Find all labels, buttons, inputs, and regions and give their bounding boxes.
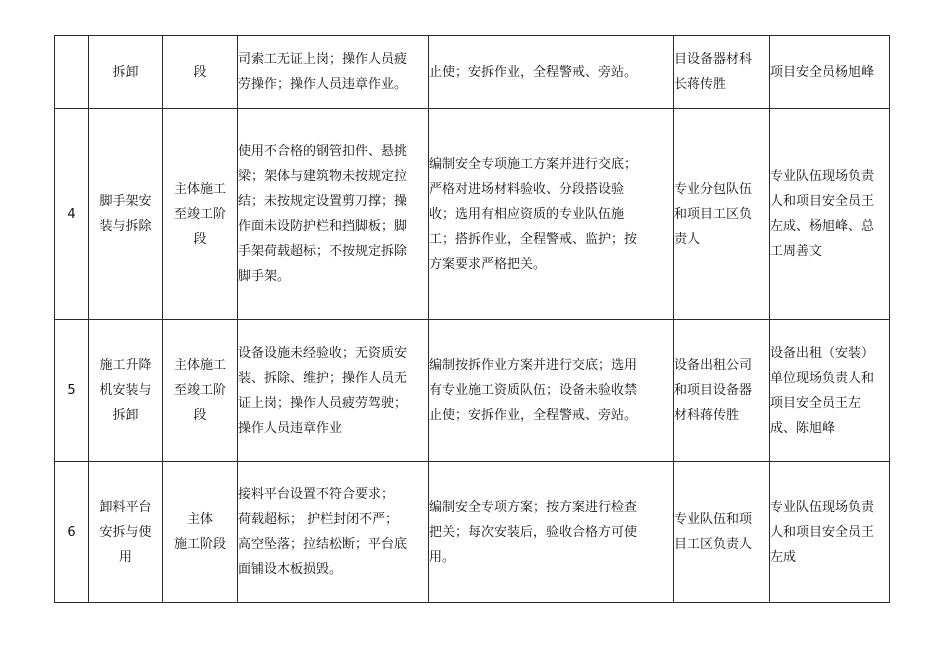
stage-cell bbox=[163, 109, 238, 320]
cell-line: 长蒋传胜 bbox=[674, 77, 727, 92]
cell-line: 专业分包队伍 bbox=[674, 181, 753, 197]
work-item-cell bbox=[89, 109, 163, 320]
cell-line: 目工区负责人 bbox=[674, 537, 753, 552]
cell-line: 手架荷载超标；不按规定拆除 bbox=[238, 244, 408, 259]
cell-line: 设备出租（安装） bbox=[770, 345, 875, 361]
work-item-cell bbox=[89, 462, 163, 603]
responsible-dept-cell bbox=[674, 320, 770, 462]
cell-line: 收；选用有相应资质的专业队伍施 bbox=[429, 206, 625, 222]
cell-line: 施工阶段 bbox=[173, 537, 226, 552]
stage-cell bbox=[163, 36, 238, 109]
row-number-cell bbox=[55, 36, 89, 109]
cell-line: 和项目工区负 bbox=[674, 206, 753, 222]
cell-line: 劳操作；操作人员违章作业。 bbox=[238, 77, 408, 92]
cell-line: 段 bbox=[193, 231, 207, 247]
cell-line: 脚手架。 bbox=[238, 269, 291, 284]
cell-line: 和项目设备器 bbox=[674, 383, 753, 398]
cell-line: 工周善文 bbox=[770, 244, 823, 259]
stage-cell bbox=[163, 462, 238, 603]
cell-line: 面铺设木板损毁。 bbox=[238, 562, 343, 577]
cell-line: 编制安全专项方案；按方案进行检查 bbox=[429, 499, 638, 515]
hazard-cell bbox=[238, 320, 429, 462]
cell-line: 梁；架体与建筑物未按规定拉 bbox=[238, 169, 408, 184]
responsible-person-cell bbox=[770, 109, 890, 320]
cell-line: 拆卸 bbox=[112, 64, 139, 80]
cell-line: 至竣工阶 bbox=[173, 383, 226, 398]
table-body bbox=[55, 36, 890, 603]
cell-line: 止使；安拆作业，全程警戒、旁站。 bbox=[429, 408, 638, 423]
cell-line: 用。 bbox=[429, 549, 456, 565]
row-number-cell: 5 bbox=[55, 320, 89, 462]
cell-line: 止使；安拆作业，全程警戒、旁站。 bbox=[429, 64, 638, 80]
cell-line: 段 bbox=[193, 64, 207, 80]
control-measure-cell bbox=[429, 462, 674, 603]
cell-line: 卸料平台 bbox=[99, 499, 152, 515]
cell-line: 严格对进场材料验收、分段搭设验 bbox=[429, 181, 625, 197]
cell-line: 使用不合格的钢管扣件、悬挑 bbox=[238, 144, 408, 159]
table-row bbox=[55, 36, 890, 109]
stage-cell bbox=[163, 320, 238, 462]
table-row bbox=[55, 320, 890, 462]
cell-line: 至竣工阶 bbox=[173, 206, 226, 222]
cell-line: 项目安全员杨旭峰 bbox=[770, 64, 875, 80]
cell-line: 专业队伍现场负责 bbox=[770, 499, 875, 515]
cell-line: 装、拆除、维护；操作人员无 bbox=[238, 370, 408, 386]
cell-line: 把关；每次安装后，验收合格方可使 bbox=[429, 524, 638, 540]
row-number-cell: 6 bbox=[55, 462, 89, 603]
cell-line: 段 bbox=[193, 408, 207, 423]
cell-line: 人和项目安全员王 bbox=[770, 524, 875, 540]
hazard-cell bbox=[238, 36, 429, 109]
cell-line: 左成 bbox=[770, 549, 797, 565]
cell-line: 施工升降 bbox=[99, 358, 152, 373]
cell-line: 目设备器材科 bbox=[674, 52, 753, 67]
control-measure-cell bbox=[429, 320, 674, 462]
responsible-dept-cell bbox=[674, 36, 770, 109]
cell-line: 装与拆除 bbox=[99, 219, 152, 234]
responsible-dept-cell bbox=[674, 109, 770, 320]
control-measure-cell bbox=[429, 109, 674, 320]
cell-line: 设备出租公司 bbox=[674, 358, 753, 373]
cell-line: 专业队伍和项 bbox=[674, 512, 753, 527]
hazard-cell bbox=[238, 109, 429, 320]
cell-line: 单位现场负责人和 bbox=[770, 370, 875, 386]
cell-line: 结；未按规定设置剪刀撑；操 bbox=[238, 194, 408, 209]
cell-line: 人和项目安全员王 bbox=[770, 194, 875, 209]
cell-line: 有专业施工资质队伍；设备未验收禁 bbox=[429, 383, 638, 398]
cell-line: 设备设施未经验收；无资质安 bbox=[238, 345, 408, 361]
cell-line: 项目安全员王左 bbox=[770, 395, 862, 411]
responsible-person-cell bbox=[770, 462, 890, 603]
cell-line: 高空坠落；拉结松断；平台底 bbox=[238, 537, 408, 552]
table-row bbox=[55, 109, 890, 320]
cell-line: 作面未设防护栏和挡脚板；脚 bbox=[238, 219, 408, 234]
cell-line: 主体施工 bbox=[173, 181, 226, 197]
control-measure-cell bbox=[429, 36, 674, 109]
cell-line: 工；搭拆作业，全程警戒、监护；按 bbox=[429, 231, 638, 247]
cell-line: 机安装与 bbox=[99, 383, 152, 398]
cell-line: 主体施工 bbox=[173, 358, 226, 373]
cell-line: 专业队伍现场负责 bbox=[770, 169, 875, 184]
cell-line: 编制安全专项施工方案并进行交底； bbox=[429, 156, 638, 172]
cell-line: 安拆与使 bbox=[99, 524, 152, 540]
hazard-cell bbox=[238, 462, 429, 603]
cell-line: 编制按拆作业方案并进行交底；选用 bbox=[429, 358, 638, 373]
cell-line: 方案要求严格把关。 bbox=[429, 256, 547, 272]
work-item-cell bbox=[89, 320, 163, 462]
cell-line: 材科蒋传胜 bbox=[674, 408, 740, 423]
cell-line: 用 bbox=[118, 549, 132, 565]
responsible-person-cell bbox=[770, 36, 890, 109]
cell-line: 接料平台设置不符合要求； bbox=[238, 487, 395, 502]
cell-line: 左成、杨旭峰、总 bbox=[770, 219, 875, 234]
cell-line: 拆卸 bbox=[112, 408, 139, 423]
responsible-dept-cell bbox=[674, 462, 770, 603]
cell-line: 责人 bbox=[674, 231, 701, 247]
cell-line: 成、陈旭峰 bbox=[770, 420, 836, 436]
cell-line: 司索工无证上岗；操作人员疲 bbox=[238, 52, 408, 67]
safety-plan-table bbox=[54, 35, 890, 603]
responsible-person-cell bbox=[770, 320, 890, 462]
row-number-cell: 4 bbox=[55, 109, 89, 320]
cell-line: 脚手架安 bbox=[99, 194, 152, 209]
table-row bbox=[55, 462, 890, 603]
cell-line: 主体 bbox=[186, 512, 213, 527]
cell-line: 证上岗；操作人员疲劳驾驶； bbox=[238, 395, 408, 411]
cell-line: 荷载超标； 护栏封闭不严； bbox=[238, 512, 399, 527]
cell-line: 操作人员违章作业 bbox=[238, 420, 343, 436]
work-item-cell bbox=[89, 36, 163, 109]
